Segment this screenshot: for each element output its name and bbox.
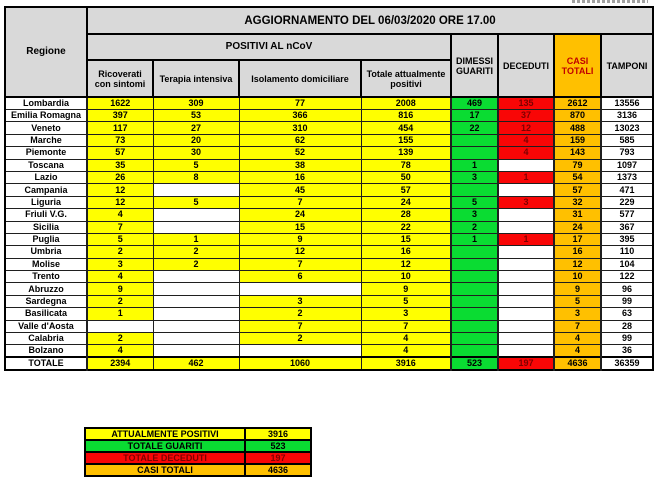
- region-column-header: Regione: [5, 7, 87, 97]
- dimessi-guariti-cell: 2: [451, 221, 498, 233]
- ricoverati-cell: 4: [87, 209, 153, 221]
- table-row: [5, 134, 653, 146]
- dimessi-guariti-cell: [451, 283, 498, 295]
- totale-positivi-cell: 78: [361, 159, 451, 171]
- totale-positivi-cell: 4: [361, 333, 451, 345]
- isolamento-domiciliare-cell: 45: [239, 184, 361, 196]
- deceduti-cell: [498, 333, 554, 345]
- region-name-cell: Trento: [5, 271, 87, 283]
- region-name-cell: Campania: [5, 184, 87, 196]
- deceduti-cell: 197: [498, 357, 554, 370]
- totale-positivi-cell: 155: [361, 134, 451, 146]
- isolamento-domiciliare-cell: 24: [239, 209, 361, 221]
- casi-totali-cell: 54: [554, 171, 601, 183]
- tamponi-cell: 1097: [601, 159, 653, 171]
- ricoverati-cell: 9: [87, 283, 153, 295]
- terapia-intensiva-cell: 5: [153, 159, 239, 171]
- dimessi-guariti-cell: [451, 258, 498, 270]
- tamponi-cell: 367: [601, 221, 653, 233]
- region-name-cell: Marche: [5, 134, 87, 146]
- totale-positivi-cell: 4: [361, 345, 451, 358]
- totale-positivi-cell: 7: [361, 320, 451, 332]
- deceduti-cell: [498, 345, 554, 358]
- terapia-intensiva-cell: 2: [153, 246, 239, 258]
- table-row: [5, 283, 653, 295]
- deceduti-cell: [498, 246, 554, 258]
- totale-positivi-cell: 57: [361, 184, 451, 196]
- region-name-cell: Sardegna: [5, 295, 87, 307]
- ricoverati-cell: 4: [87, 271, 153, 283]
- dimessi-guariti-cell: 1: [451, 233, 498, 245]
- table-row: [5, 308, 653, 320]
- table-row: [5, 184, 653, 196]
- dimessi-guariti-cell: 22: [451, 122, 498, 134]
- terapia-intensiva-cell: [153, 308, 239, 320]
- tamponi-cell: 104: [601, 258, 653, 270]
- col-header-tamponi: TAMPONI: [601, 34, 653, 97]
- col-header-casi-totali: CASI TOTALI: [554, 34, 601, 97]
- table-title: AGGIORNAMENTO DEL 06/03/2020 ORE 17.00: [87, 7, 653, 34]
- ricoverati-cell: 2: [87, 295, 153, 307]
- deceduti-cell: 4: [498, 134, 554, 146]
- terapia-intensiva-cell: 27: [153, 122, 239, 134]
- terapia-intensiva-cell: [153, 320, 239, 332]
- col-header-terapia-intensiva: Terapia intensiva: [153, 60, 239, 97]
- dimessi-guariti-cell: [451, 246, 498, 258]
- terapia-intensiva-cell: 462: [153, 357, 239, 370]
- deceduti-cell: 3: [498, 196, 554, 208]
- summary-label-attualmente-positivi: ATTUALMENTE POSITIVI: [85, 428, 245, 440]
- ricoverati-cell: 12: [87, 184, 153, 196]
- isolamento-domiciliare-cell: 15: [239, 221, 361, 233]
- casi-totali-cell: 143: [554, 147, 601, 159]
- deceduti-cell: [498, 209, 554, 221]
- table-row: [5, 209, 653, 221]
- region-name-cell: TOTALE: [5, 357, 87, 370]
- tamponi-cell: 96: [601, 283, 653, 295]
- ricoverati-cell: 12: [87, 196, 153, 208]
- positivi-group-header: POSITIVI AL nCoV: [87, 34, 451, 60]
- deceduti-cell: 1: [498, 171, 554, 183]
- ricoverati-cell: 117: [87, 122, 153, 134]
- deceduti-cell: [498, 184, 554, 196]
- casi-totali-cell: 4: [554, 333, 601, 345]
- dimessi-guariti-cell: [451, 333, 498, 345]
- ricoverati-cell: 3: [87, 258, 153, 270]
- tamponi-cell: 36359: [601, 357, 653, 370]
- dimessi-guariti-cell: 5: [451, 196, 498, 208]
- region-name-cell: Veneto: [5, 122, 87, 134]
- deceduti-cell: [498, 271, 554, 283]
- tamponi-cell: 63: [601, 308, 653, 320]
- summary-label-totale-guariti: TOTALE GUARITI: [85, 440, 245, 452]
- dimessi-guariti-cell: 469: [451, 97, 498, 110]
- isolamento-domiciliare-cell: 7: [239, 258, 361, 270]
- isolamento-domiciliare-cell: 62: [239, 134, 361, 146]
- tamponi-cell: 395: [601, 233, 653, 245]
- col-header-ricoverati-con-sintomi: Ricoverati con sintomi: [87, 60, 153, 97]
- ricoverati-cell: 73: [87, 134, 153, 146]
- casi-totali-cell: 57: [554, 184, 601, 196]
- dimessi-guariti-cell: 3: [451, 209, 498, 221]
- terapia-intensiva-cell: [153, 209, 239, 221]
- table-row: [5, 221, 653, 233]
- terapia-intensiva-cell: 8: [153, 171, 239, 183]
- tamponi-cell: 13556: [601, 97, 653, 110]
- table-row: [5, 147, 653, 159]
- totale-positivi-cell: 15: [361, 233, 451, 245]
- ricoverati-cell: 1622: [87, 97, 153, 110]
- terapia-intensiva-cell: 5: [153, 196, 239, 208]
- isolamento-domiciliare-cell: 12: [239, 246, 361, 258]
- region-name-cell: Sicilia: [5, 221, 87, 233]
- ricoverati-cell: [87, 320, 153, 332]
- table-row: [5, 110, 653, 122]
- totale-positivi-cell: 5: [361, 295, 451, 307]
- dimessi-guariti-cell: [451, 308, 498, 320]
- table-row: [5, 246, 653, 258]
- tamponi-cell: 577: [601, 209, 653, 221]
- table-row: [5, 233, 653, 245]
- isolamento-domiciliare-cell: 52: [239, 147, 361, 159]
- terapia-intensiva-cell: [153, 295, 239, 307]
- region-name-cell: Molise: [5, 258, 87, 270]
- deceduti-cell: 135: [498, 97, 554, 110]
- summary-table: [84, 427, 312, 477]
- totale-positivi-cell: 24: [361, 196, 451, 208]
- casi-totali-cell: 2612: [554, 97, 601, 110]
- casi-totali-cell: 5: [554, 295, 601, 307]
- summary-value-totale-deceduti: 197: [245, 452, 311, 464]
- table-row: [5, 345, 653, 358]
- dimessi-guariti-cell: [451, 134, 498, 146]
- totale-positivi-cell: 10: [361, 271, 451, 283]
- deceduti-cell: 37: [498, 110, 554, 122]
- dimessi-guariti-cell: [451, 345, 498, 358]
- deceduti-cell: [498, 283, 554, 295]
- tamponi-cell: 13023: [601, 122, 653, 134]
- tamponi-cell: 99: [601, 295, 653, 307]
- isolamento-domiciliare-cell: 1060: [239, 357, 361, 370]
- summary-label-casi-totali: CASI TOTALI: [85, 464, 245, 476]
- totale-positivi-cell: 816: [361, 110, 451, 122]
- casi-totali-cell: 159: [554, 134, 601, 146]
- tamponi-cell: 229: [601, 196, 653, 208]
- totale-positivi-cell: 454: [361, 122, 451, 134]
- summary-value-casi-totali: 4636: [245, 464, 311, 476]
- region-name-cell: Friuli V.G.: [5, 209, 87, 221]
- totale-positivi-cell: 9: [361, 283, 451, 295]
- dimessi-guariti-cell: 17: [451, 110, 498, 122]
- dimessi-guariti-cell: 523: [451, 357, 498, 370]
- tamponi-cell: 471: [601, 184, 653, 196]
- table-row: [5, 295, 653, 307]
- casi-totali-cell: 16: [554, 246, 601, 258]
- isolamento-domiciliare-cell: 310: [239, 122, 361, 134]
- region-name-cell: Valle d'Aosta: [5, 320, 87, 332]
- terapia-intensiva-cell: [153, 283, 239, 295]
- table-row: [5, 271, 653, 283]
- ricoverati-cell: 4: [87, 345, 153, 358]
- deceduti-cell: 1: [498, 233, 554, 245]
- summary-label-totale-deceduti: TOTALE DECEDUTI: [85, 452, 245, 464]
- casi-totali-cell: 488: [554, 122, 601, 134]
- casi-totali-cell: 7: [554, 320, 601, 332]
- tamponi-cell: 1373: [601, 171, 653, 183]
- terapia-intensiva-cell: 53: [153, 110, 239, 122]
- terapia-intensiva-cell: 309: [153, 97, 239, 110]
- table-row: [5, 196, 653, 208]
- isolamento-domiciliare-cell: 7: [239, 320, 361, 332]
- table-row: [5, 122, 653, 134]
- col-header-dimessi-guariti: DIMESSI GUARITI: [451, 34, 498, 97]
- isolamento-domiciliare-cell: 38: [239, 159, 361, 171]
- deceduti-cell: [498, 221, 554, 233]
- summary-value-attualmente-positivi: 3916: [245, 428, 311, 440]
- region-name-cell: Lazio: [5, 171, 87, 183]
- tamponi-cell: 122: [601, 271, 653, 283]
- casi-totali-cell: 17: [554, 233, 601, 245]
- table-row: [5, 97, 653, 110]
- ricoverati-cell: 2394: [87, 357, 153, 370]
- isolamento-domiciliare-cell: 3: [239, 295, 361, 307]
- table-row: [5, 333, 653, 345]
- totale-positivi-cell: 3: [361, 308, 451, 320]
- casi-totali-cell: 9: [554, 283, 601, 295]
- casi-totali-cell: 10: [554, 271, 601, 283]
- dimessi-guariti-cell: [451, 184, 498, 196]
- casi-totali-cell: 12: [554, 258, 601, 270]
- dimessi-guariti-cell: [451, 320, 498, 332]
- isolamento-domiciliare-cell: 77: [239, 97, 361, 110]
- regional-covid-table: [4, 6, 654, 371]
- totale-positivi-cell: 3916: [361, 357, 451, 370]
- region-name-cell: Umbria: [5, 246, 87, 258]
- table-row: [5, 258, 653, 270]
- tamponi-cell: 3136: [601, 110, 653, 122]
- dimessi-guariti-cell: 1: [451, 159, 498, 171]
- terapia-intensiva-cell: 20: [153, 134, 239, 146]
- total-row: [5, 357, 653, 370]
- casi-totali-cell: 870: [554, 110, 601, 122]
- tamponi-cell: 793: [601, 147, 653, 159]
- ricoverati-cell: 2: [87, 246, 153, 258]
- terapia-intensiva-cell: [153, 345, 239, 358]
- region-name-cell: Toscana: [5, 159, 87, 171]
- isolamento-domiciliare-cell: 9: [239, 233, 361, 245]
- isolamento-domiciliare-cell: 6: [239, 271, 361, 283]
- totale-positivi-cell: 22: [361, 221, 451, 233]
- col-header-isolamento-domiciliare: Isolamento domiciliare: [239, 60, 361, 97]
- summary-inner-table: [84, 427, 312, 477]
- terapia-intensiva-cell: 1: [153, 233, 239, 245]
- totale-positivi-cell: 2008: [361, 97, 451, 110]
- region-name-cell: Piemonte: [5, 147, 87, 159]
- isolamento-domiciliare-cell: 16: [239, 171, 361, 183]
- ricoverati-cell: 2: [87, 333, 153, 345]
- isolamento-domiciliare-cell: 366: [239, 110, 361, 122]
- terapia-intensiva-cell: [153, 333, 239, 345]
- isolamento-domiciliare-cell: 2: [239, 308, 361, 320]
- tamponi-cell: 28: [601, 320, 653, 332]
- deceduti-cell: 12: [498, 122, 554, 134]
- terapia-intensiva-cell: [153, 184, 239, 196]
- casi-totali-cell: 4: [554, 345, 601, 358]
- deceduti-cell: [498, 258, 554, 270]
- ricoverati-cell: 7: [87, 221, 153, 233]
- region-name-cell: Basilicata: [5, 308, 87, 320]
- casi-totali-cell: 79: [554, 159, 601, 171]
- terapia-intensiva-cell: 30: [153, 147, 239, 159]
- totale-positivi-cell: 12: [361, 258, 451, 270]
- terapia-intensiva-cell: [153, 221, 239, 233]
- table-row: [5, 171, 653, 183]
- deceduti-cell: [498, 308, 554, 320]
- table-row: [5, 320, 653, 332]
- ricoverati-cell: 26: [87, 171, 153, 183]
- isolamento-domiciliare-cell: [239, 283, 361, 295]
- isolamento-domiciliare-cell: 2: [239, 333, 361, 345]
- region-name-cell: Calabria: [5, 333, 87, 345]
- dimessi-guariti-cell: [451, 271, 498, 283]
- isolamento-domiciliare-cell: 7: [239, 196, 361, 208]
- deceduti-cell: [498, 295, 554, 307]
- tamponi-cell: 585: [601, 134, 653, 146]
- table-row: [5, 159, 653, 171]
- casi-totali-cell: 3: [554, 308, 601, 320]
- region-name-cell: Emilia Romagna: [5, 110, 87, 122]
- summary-value-totale-guariti: 523: [245, 440, 311, 452]
- totale-positivi-cell: 139: [361, 147, 451, 159]
- ricoverati-cell: 5: [87, 233, 153, 245]
- totale-positivi-cell: 16: [361, 246, 451, 258]
- ricoverati-cell: 1: [87, 308, 153, 320]
- deceduti-cell: [498, 320, 554, 332]
- deceduti-cell: 4: [498, 147, 554, 159]
- tamponi-cell: 99: [601, 333, 653, 345]
- ricoverati-cell: 397: [87, 110, 153, 122]
- casi-totali-cell: 32: [554, 196, 601, 208]
- clipped-text-fragment: [572, 0, 648, 3]
- dimessi-guariti-cell: 3: [451, 171, 498, 183]
- col-header-totale-attualmente-positivi: Totale attualmente positivi: [361, 60, 451, 97]
- totale-positivi-cell: 50: [361, 171, 451, 183]
- casi-totali-cell: 4636: [554, 357, 601, 370]
- casi-totali-cell: 31: [554, 209, 601, 221]
- terapia-intensiva-cell: [153, 271, 239, 283]
- data-table: [4, 6, 654, 371]
- deceduti-cell: [498, 159, 554, 171]
- col-header-deceduti: DECEDUTI: [498, 34, 554, 97]
- dimessi-guariti-cell: [451, 147, 498, 159]
- region-name-cell: Puglia: [5, 233, 87, 245]
- region-name-cell: Abruzzo: [5, 283, 87, 295]
- casi-totali-cell: 24: [554, 221, 601, 233]
- ricoverati-cell: 57: [87, 147, 153, 159]
- totale-positivi-cell: 28: [361, 209, 451, 221]
- tamponi-cell: 110: [601, 246, 653, 258]
- isolamento-domiciliare-cell: [239, 345, 361, 358]
- tamponi-cell: 36: [601, 345, 653, 358]
- terapia-intensiva-cell: 2: [153, 258, 239, 270]
- dimessi-guariti-cell: [451, 295, 498, 307]
- ricoverati-cell: 35: [87, 159, 153, 171]
- region-name-cell: Liguria: [5, 196, 87, 208]
- region-name-cell: Bolzano: [5, 345, 87, 358]
- region-name-cell: Lombardia: [5, 97, 87, 110]
